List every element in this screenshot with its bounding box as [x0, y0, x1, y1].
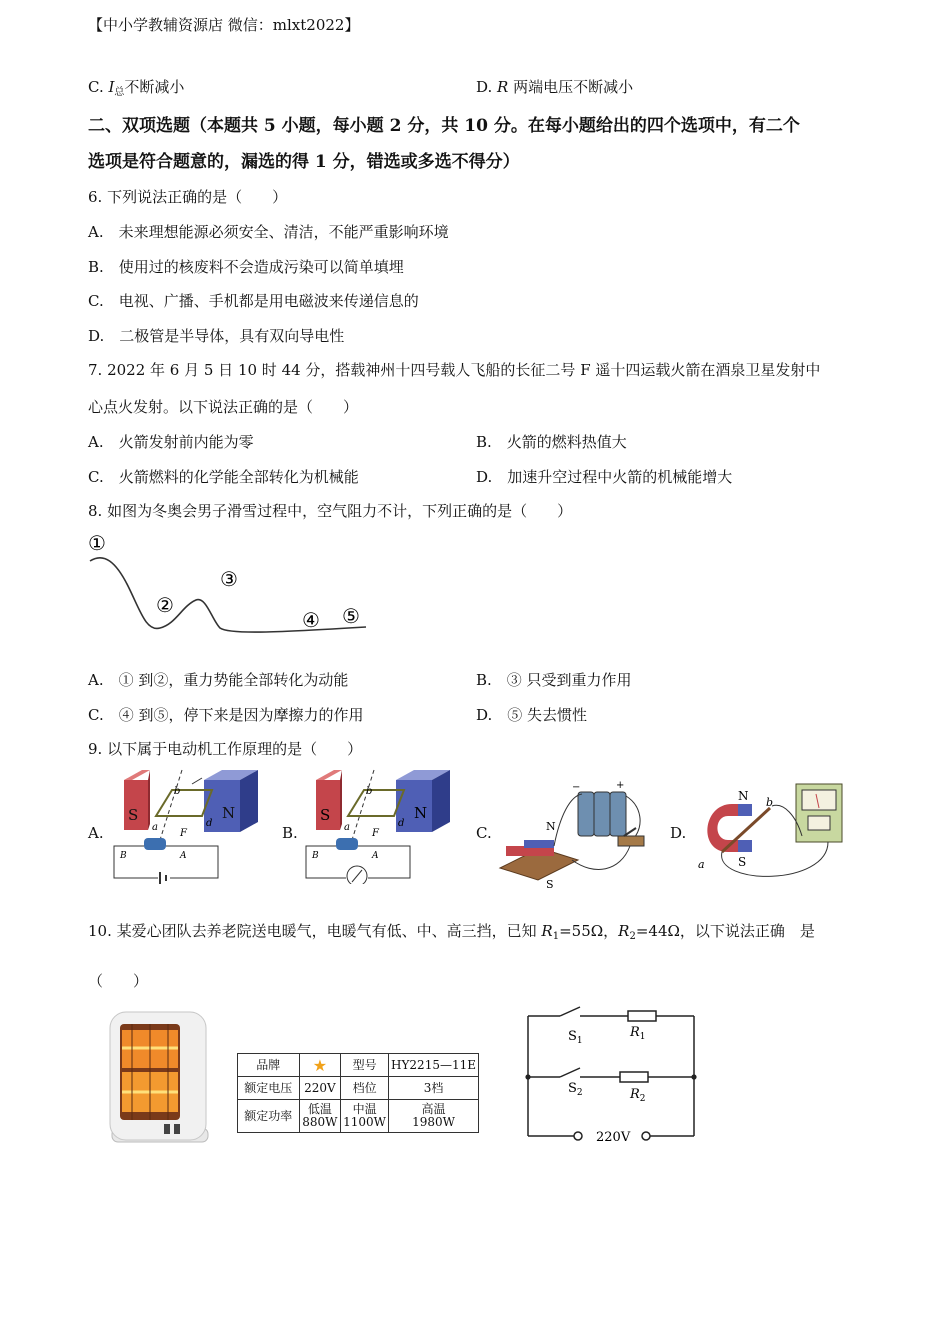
q6-option-b: B. 使用过的核废料不会造成污染可以简单填埋: [88, 258, 404, 276]
mid-power-cell: 中温 1100W: [341, 1100, 389, 1133]
svg-text:b: b: [766, 796, 774, 809]
q6-option-c: C. 电视、广播、手机都是用电磁波来传递信息的: [88, 292, 419, 310]
electric-heater-image: [106, 1006, 214, 1148]
high-power-cell: 高温 1980W: [389, 1100, 479, 1133]
magnet-n-label: N: [222, 804, 236, 822]
svg-text:S2: $S_2$: [568, 1081, 583, 1098]
prev-option-d: [476, 76, 633, 97]
gear-value: 3档: [389, 1077, 479, 1100]
svg-text:A: A: [180, 851, 187, 861]
svg-text:S: S: [738, 855, 747, 869]
prev-option-c-prefix: C.: [88, 78, 109, 96]
terminal-left: [574, 1132, 582, 1140]
horseshoe-magnet: [707, 804, 738, 852]
switch-s2: [560, 1068, 580, 1077]
svg-text:a: a: [152, 822, 158, 833]
svg-text:b: b: [174, 786, 181, 797]
brand-star-icon: ★: [299, 1054, 341, 1077]
prev-option-d-var: R: [497, 78, 509, 96]
prev-option-c-var: I: [108, 78, 115, 96]
switch-s1: [560, 1007, 580, 1016]
header-watermark: 【中小学教辅资源店 微信：mlxt2022】: [88, 16, 360, 34]
svg-text:A: A: [372, 851, 379, 861]
svg-text:a: a: [344, 822, 350, 833]
heater-knob: [164, 1124, 170, 1134]
svg-text:S: S: [546, 878, 554, 890]
q9-stem: 9. 以下属于电动机工作原理的是（ ）: [88, 740, 363, 758]
model-value: HY2215—11E: [389, 1054, 479, 1077]
q10-stem-prefix: 10. 某爱心团队去养老院送电暖气，电暖气有低、中、高三挡，已知: [88, 922, 542, 940]
point-3-label: ③: [220, 567, 238, 591]
prev-option-d-prefix: D.: [476, 78, 498, 96]
source-voltage-label: 220V: [596, 1130, 631, 1145]
svg-text:+: +: [616, 780, 625, 791]
q8-option-a: A. ① 到②，重力势能全部转化为动能: [88, 671, 349, 689]
ski-track-figure: [84, 528, 384, 638]
point-5-label: ⑤: [342, 604, 360, 628]
q7-option-a: A. 火箭发射前内能为零: [88, 433, 254, 451]
q9-label-d: D.: [670, 824, 687, 842]
q9-figure-c: [494, 776, 654, 890]
svg-text:R2: $R_2$: [630, 1087, 646, 1104]
svg-text:S: S: [320, 806, 331, 824]
galvanometer: [347, 866, 367, 884]
q7-option-c: C. 火箭燃料的化学能全部转化为机械能: [88, 468, 359, 486]
q8-stem: 8. 如图为冬奥会男子滑雪过程中，空气阻力不计，下列正确的是（ ）: [88, 502, 573, 520]
voltage-label: 额定电压: [238, 1077, 300, 1100]
q6-option-d: D. 二极管是半导体，具有双向导电性: [88, 327, 345, 345]
svg-text:R1: $R_1$: [630, 1025, 646, 1042]
resistor-r2: [620, 1072, 648, 1082]
heater-spec-table: [237, 1053, 479, 1133]
section-heading-line2: 选项是符合题意的，漏选的得 1 分，错选或多选不得分）: [88, 152, 520, 172]
switch: [618, 836, 644, 846]
magnet-s-label: S: [128, 806, 139, 824]
battery-cell: [578, 792, 594, 836]
point-1-label: ①: [88, 531, 106, 555]
q8-option-c: C. ④ 到⑤，停下来是因为摩擦力的作用: [88, 706, 364, 724]
q8-option-d: D. ⑤ 失去惯性: [476, 706, 588, 724]
brand-label: 品牌: [238, 1054, 300, 1077]
prev-option-c: [88, 76, 184, 98]
gear-label: 档位: [341, 1077, 389, 1100]
q6-stem: 6. 下列说法正确的是（ ）: [88, 188, 288, 206]
q7-stem-line2: 心点火发射。以下说法正确的是（ ）: [88, 398, 359, 416]
svg-text:F: F: [372, 828, 379, 839]
svg-text:d: d: [206, 818, 213, 829]
q7-stem-line1: 7. 2022 年 6 月 5 日 10 时 44 分，搭载神州十四号载人飞船的长征二号 F 遥十四运载火箭在酒泉卫星发射中: [88, 361, 821, 379]
coil: [156, 790, 212, 816]
svg-text:F: F: [180, 828, 187, 839]
point-2-label: ②: [156, 593, 174, 617]
q9-figure-a: [108, 766, 268, 884]
q8-option-b: B. ③ 只受到重力作用: [476, 671, 632, 689]
svg-text:S1: $S_1$: [568, 1029, 583, 1046]
low-power-cell: 低温 880W: [299, 1100, 341, 1133]
terminal-right: [642, 1132, 650, 1140]
resistor-r1: [628, 1011, 656, 1021]
q9-figure-b: [300, 766, 460, 884]
model-label: 型号: [341, 1054, 389, 1077]
svg-text:a: a: [698, 858, 705, 871]
q10-stem: 10. 某爱心团队去养老院送电暖气，电暖气有低、中、高三挡，已知 $R_1=55\Omega$，$R_2=44\Omega$，以下说法正确 是: [88, 922, 815, 942]
svg-text:N: N: [414, 804, 428, 822]
commutator: [144, 838, 166, 850]
svg-text:b: b: [366, 786, 373, 797]
q9-label-b: B.: [282, 824, 298, 842]
prev-option-c-text: 不断减小: [124, 78, 185, 96]
svg-text:B: B: [312, 851, 319, 861]
prev-option-d-text: 两端电压不断减小: [508, 78, 634, 96]
point-4-label: ④: [302, 608, 320, 632]
power-label: 额定功率: [238, 1100, 300, 1133]
svg-text:−: −: [572, 782, 581, 793]
q10-answer-paren: （ ）: [88, 972, 149, 990]
svg-text:N: N: [546, 820, 556, 833]
q9-label-c: C.: [476, 824, 492, 842]
q7-option-d: D. 加速升空过程中火箭的机械能增大: [476, 468, 733, 486]
svg-text:N: N: [738, 789, 749, 803]
q9-label-a: A.: [88, 824, 104, 842]
heater-circuit-diagram: [520, 1004, 702, 1150]
q7-option-b: B. 火箭的燃料热值大: [476, 433, 627, 451]
q9-figure-d: [688, 776, 858, 890]
section-heading-line1: 二、双项选题（本题共 5 小题，每小题 2 分，共 10 分。在每小题给出的四个选项中，有二个: [88, 116, 800, 136]
voltage-value: 220V: [299, 1077, 341, 1100]
svg-text:d: d: [398, 818, 405, 829]
q6-option-a: A. 未来理想能源必须安全、清洁，不能严重影响环境: [88, 223, 449, 241]
svg-text:B: B: [120, 851, 127, 861]
prev-option-c-sub: 总: [114, 87, 125, 98]
